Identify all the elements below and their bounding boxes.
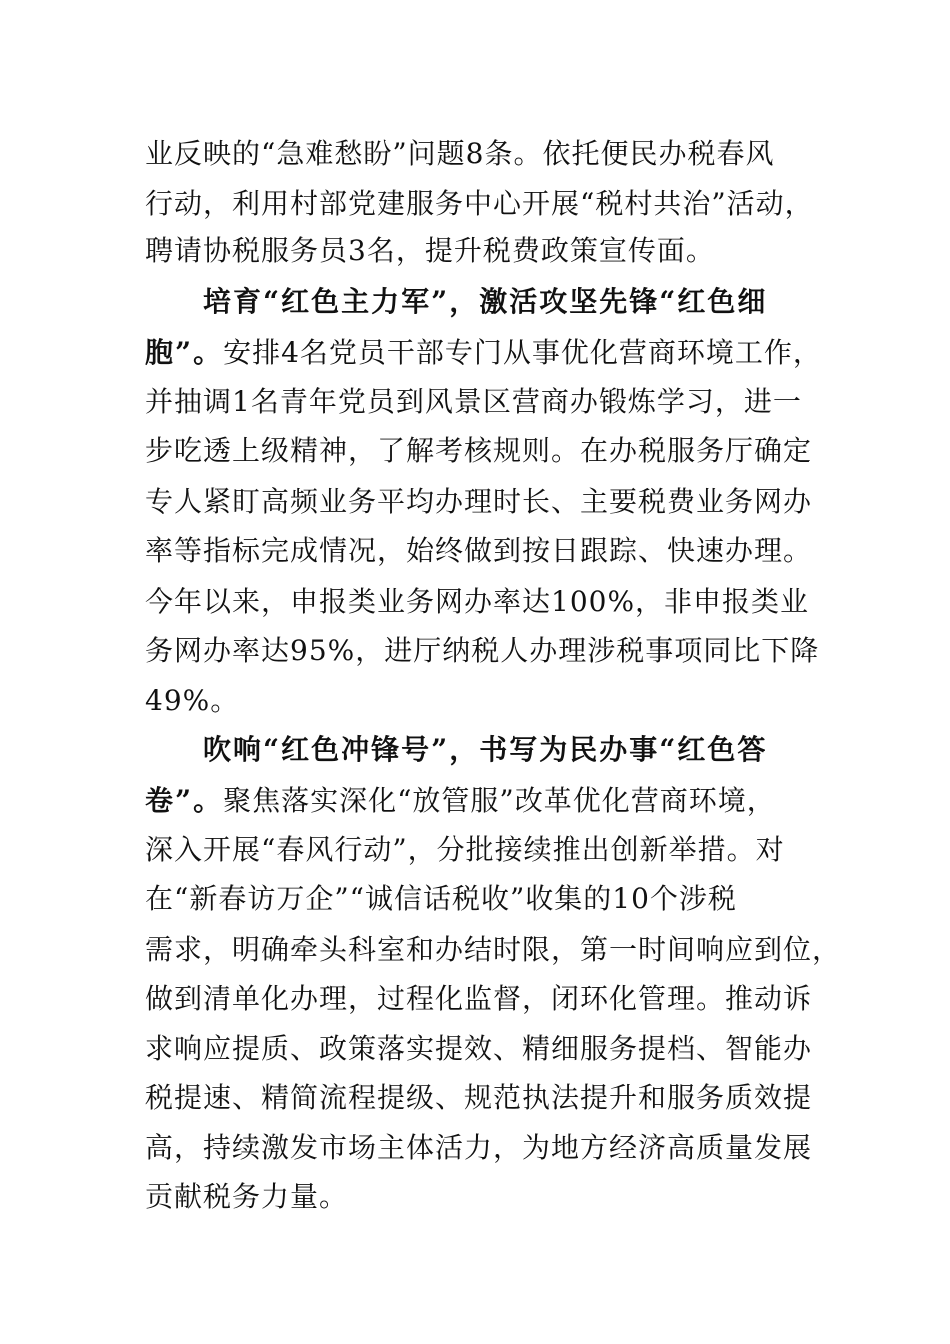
- text-line: 率等指标完成情况，始终做到按日跟踪、快速办理。: [145, 534, 813, 567]
- text-line: 做到清单化办理，过程化监督，闭环化管理。推动诉: [145, 982, 813, 1015]
- text-line-rest: 安排4名党员干部专门从事优化营商环境工作，: [223, 336, 822, 369]
- text-line: 需求，明确牵头科室和办结时限，第一时间响应到位，: [145, 933, 842, 966]
- text-line: 行动，利用村部党建服务中心开展“税村共治”活动，: [145, 187, 814, 220]
- text-line: 求响应提质、政策落实提效、精细服务提档、智能办: [145, 1032, 813, 1065]
- section-heading: 吹响“红色冲锋号”，书写为民办事“红色答: [203, 733, 768, 766]
- text-line: 今年以来，申报类业务网办率达100%，非申报类业: [145, 585, 810, 618]
- text-line: 业反映的“急难愁盼”问题8条。依托便民办税春风: [145, 137, 775, 170]
- text-line: [145, 783, 776, 819]
- text-line: 高，持续激发市场主体活力，为地方经济高质量发展: [145, 1131, 813, 1164]
- text-line: 务网办率达95%，进厅纳税人办理涉税事项同比下降: [145, 634, 820, 667]
- text-line: 步吃透上级精神，了解考核规则。在办税服务厅确定: [145, 434, 813, 467]
- text-line: 49%。: [145, 684, 240, 717]
- text-line: 税提速、精简流程提级、规范执法提升和服务质效提: [145, 1081, 813, 1114]
- text-line: 并抽调1名青年党员到风景区营商办锻炼学习，进一: [145, 385, 802, 418]
- text-line: 深入开展“春风行动”，分批接续推出创新举措。对: [145, 833, 785, 866]
- text-line: 在“新春访万企”“诚信话税收”收集的10个涉税: [145, 882, 737, 915]
- text-line-rest: 聚焦落实深化“放管服”改革优化营商环境，: [223, 784, 776, 817]
- section-heading-tail: 胞”。: [145, 336, 224, 369]
- section-heading-tail: 卷”。: [145, 784, 224, 817]
- text-line: 聘请协税服务员3名，提升税费政策宣传面。: [145, 234, 715, 267]
- section-heading: 培育“红色主力军”，激活攻坚先锋“红色细: [203, 285, 768, 318]
- text-line: [145, 335, 822, 371]
- text-line: 贡献税务力量。: [145, 1180, 349, 1213]
- text-line: 专人紧盯高频业务平均办理时长、主要税费业务网办: [145, 485, 813, 518]
